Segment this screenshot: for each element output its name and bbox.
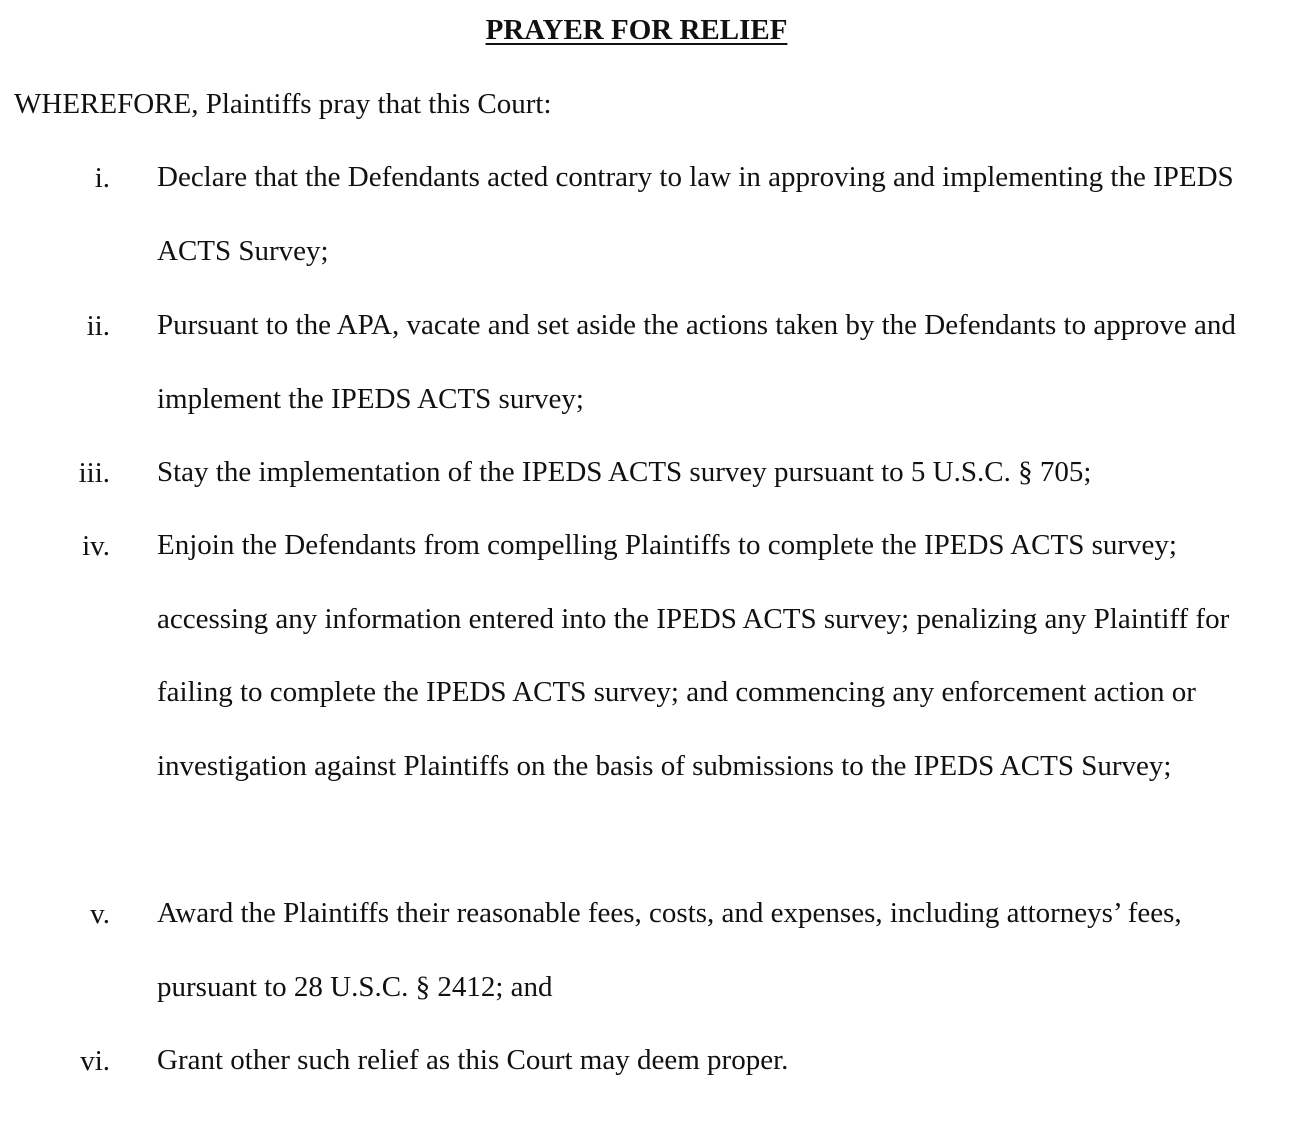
item-numeral: vi. <box>80 1045 110 1077</box>
intro-paragraph: WHEREFORE, Plaintiffs pray that this Court: <box>14 88 552 120</box>
item-text: Declare that the Defendants acted contrary to law in approving and implementing the IPEDS ACTS Survey; <box>157 161 1234 267</box>
item-text: Enjoin the Defendants from compelling Plaintiffs to complete the IPEDS ACTS survey; accessing any information entered into the IPEDS ACTS survey; penalizing any Plaintiff for failing to complete the IPEDS ACTS survey; and commencing any enforcement action or investigation against Plaintiffs on the basis of submissions to the IPEDS ACTS Survey; <box>157 529 1230 782</box>
item-text: Pursuant to the APA, vacate and set aside the actions taken by the Defendants to approve and implement the IPEDS ACTS survey; <box>157 309 1236 415</box>
item-text: Grant other such relief as this Court may deem proper. <box>157 1044 789 1077</box>
item-numeral: i. <box>94 162 110 194</box>
item-text: Stay the implementation of the IPEDS ACTS survey pursuant to 5 U.S.C. § 705; <box>157 456 1092 489</box>
item-numeral: v. <box>90 898 110 930</box>
item-numeral: ii. <box>86 310 110 342</box>
item-numeral: iii. <box>78 457 110 489</box>
item-numeral: iv. <box>82 530 110 562</box>
item-text: Award the Plaintiffs their reasonable fees, costs, and expenses, including attorneys’ fees, pursuant to 28 U.S.C. § 2412; and <box>157 897 1182 1003</box>
section-heading: PRAYER FOR RELIEF <box>485 14 788 46</box>
